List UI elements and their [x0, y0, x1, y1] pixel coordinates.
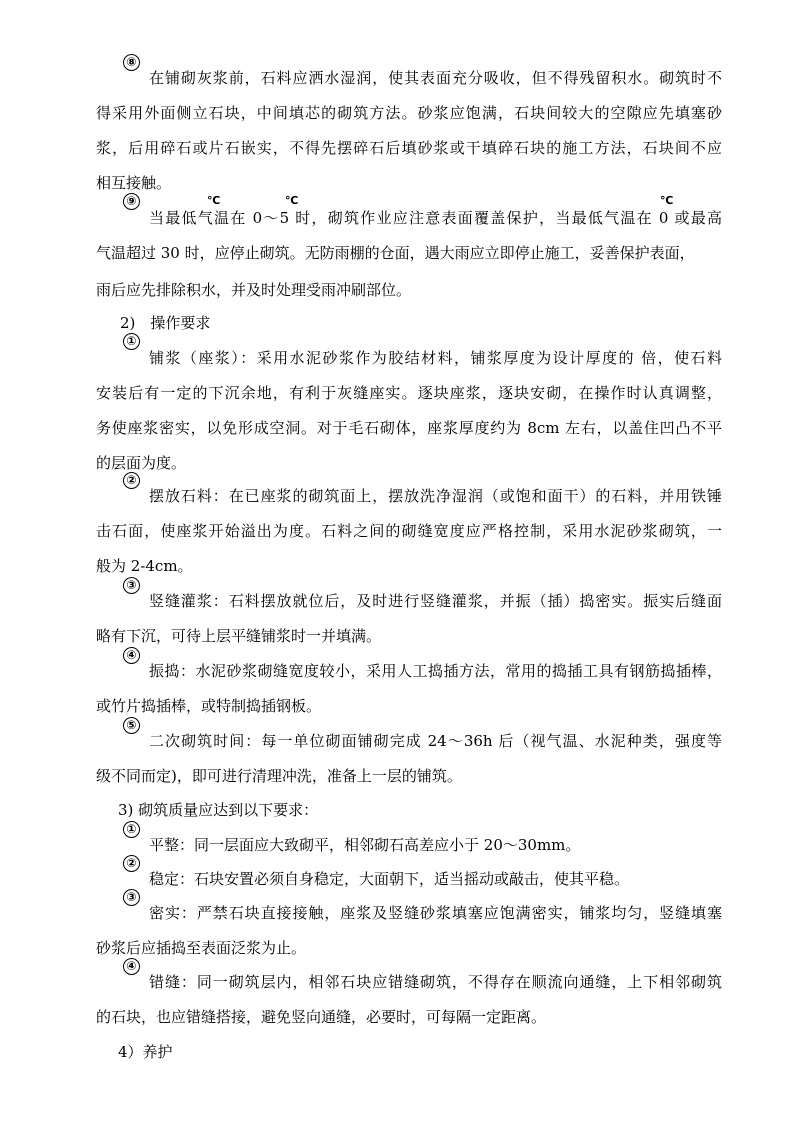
- circled-number-8: ⑧: [123, 54, 140, 71]
- q3-line-2: 砂浆后应插捣至表面泛浆为止。: [96, 939, 307, 957]
- circled-number-5: ⑤: [123, 717, 140, 734]
- degree-celsius-symbol: ℃: [207, 194, 221, 207]
- q4-line-1: 错缝：同一砌筑层内，相邻石块应错缝砌筑，不得存在顺流向通缝，上下相邻砌筑: [149, 973, 722, 991]
- degree-celsius-symbol: ℃: [285, 194, 299, 207]
- q1-line-1: 平整：同一层面应大致砌平，相邻砌石高差应小于 20～30mm。: [149, 836, 581, 854]
- circled-number-3: ③: [123, 889, 140, 906]
- q3-line-1: 密实：严禁石块直接接触，座浆及竖缝砂浆填塞应饱满密实，铺浆均匀，竖缝填塞: [149, 904, 722, 922]
- op1-line-4: 的层面为度。: [96, 454, 187, 472]
- degree-celsius-symbol: ℃: [660, 194, 674, 207]
- item9-line-1: 当最低气温在 0～5 时，砌筑作业应注意表面覆盖保护，当最低气温在 0 或最高: [149, 209, 722, 227]
- item8-line-4: 相互接触。: [96, 174, 172, 192]
- item8-line-2: 得采用外面侧立石块，中间填芯的砌筑方法。砂浆应饱满，石块间较大的空隙应先填塞砂: [96, 104, 722, 122]
- circled-number-3: ③: [123, 577, 140, 594]
- item9-line-2: 气温超过 30 时，应停止砌筑。无防雨棚的仓面，遇大雨应立即停止施工，妥善保护表面，: [96, 244, 695, 262]
- q2-line-1: 稳定：石块安置必须自身稳定，大面朝下，适当摇动或敲击，使其平稳。: [149, 870, 630, 888]
- op5-line-1: 二次砌筑时间：每一单位砌面铺砌完成 24～36h 后（视气温、水泥种类，强度等: [149, 732, 722, 750]
- item8-line-3: 浆，后用碎石或片石嵌实，不得先摆碎石后填砂浆或干填碎石块的施工方法，石块间不应: [96, 139, 722, 157]
- section-heading: 2) 操作要求: [120, 314, 211, 332]
- circled-number-1: ①: [123, 821, 140, 838]
- circled-number-1: ①: [123, 333, 140, 350]
- section-heading: 3) 砌筑质量应达到以下要求：: [118, 801, 319, 819]
- circled-number-2: ②: [123, 472, 140, 489]
- op1-line-2: 安装后有一定的下沉余地，有利于灰缝座实。逐块座浆，逐块安砌，在操作时认真调整，: [96, 384, 722, 402]
- op1-line-3: 务使座浆密实，以免形成空洞。对于毛石砌体，座浆厚度约为 8cm 左右，以盖住凹凸不平: [96, 419, 722, 437]
- op5-line-2: 级不同而定)，即可进行清理冲洗，准备上一层的铺筑。: [96, 767, 462, 785]
- op4-line-2: 或竹片捣插棒，或特制捣插钢板。: [96, 697, 322, 715]
- op1-line-1: 铺浆（座浆）：采用水泥砂浆作为胶结材料，铺浆厚度为设计厚度的 倍，使石料: [149, 349, 722, 367]
- op3-line-1: 竖缝灌浆：石料摆放就位后，及时进行竖缝灌浆，并振（插）捣密实。振实后缝面: [149, 592, 722, 610]
- circled-number-4: ④: [123, 647, 140, 664]
- op4-line-1: 振捣：水泥砂浆砌缝宽度较小，采用人工捣插方法，常用的捣插工具有钢筋捣插棒，: [149, 662, 722, 680]
- q4-line-2: 的石块，也应错缝搭接，避免竖向通缝，必要时，可每隔一定距离。: [96, 1008, 547, 1026]
- circled-number-2: ②: [123, 855, 140, 872]
- section-heading: 4）养护: [118, 1043, 173, 1061]
- op3-line-2: 略有下沉，可待上层平缝铺浆时一并填满。: [96, 627, 382, 645]
- item8-line-1: 在铺砌灰浆前，石料应洒水湿润，使其表面充分吸收，但不得残留积水。砌筑时不: [149, 69, 722, 87]
- circled-number-9: ⑨: [123, 193, 140, 210]
- op2-line-2: 击石面，使座浆开始溢出为度。石料之间的砌缝宽度应严格控制，采用水泥砂浆砌筑，一: [96, 522, 722, 540]
- op2-line-1: 摆放石料：在已座浆的砌筑面上，摆放洗净湿润（或饱和面干）的石料，并用铁锤: [149, 487, 722, 505]
- op2-line-3: 般为 2-4cm。: [96, 557, 193, 575]
- item9-line-3: 雨后应先排除积水，并及时处理受雨冲刷部位。: [96, 281, 412, 299]
- circled-number-4: ④: [123, 958, 140, 975]
